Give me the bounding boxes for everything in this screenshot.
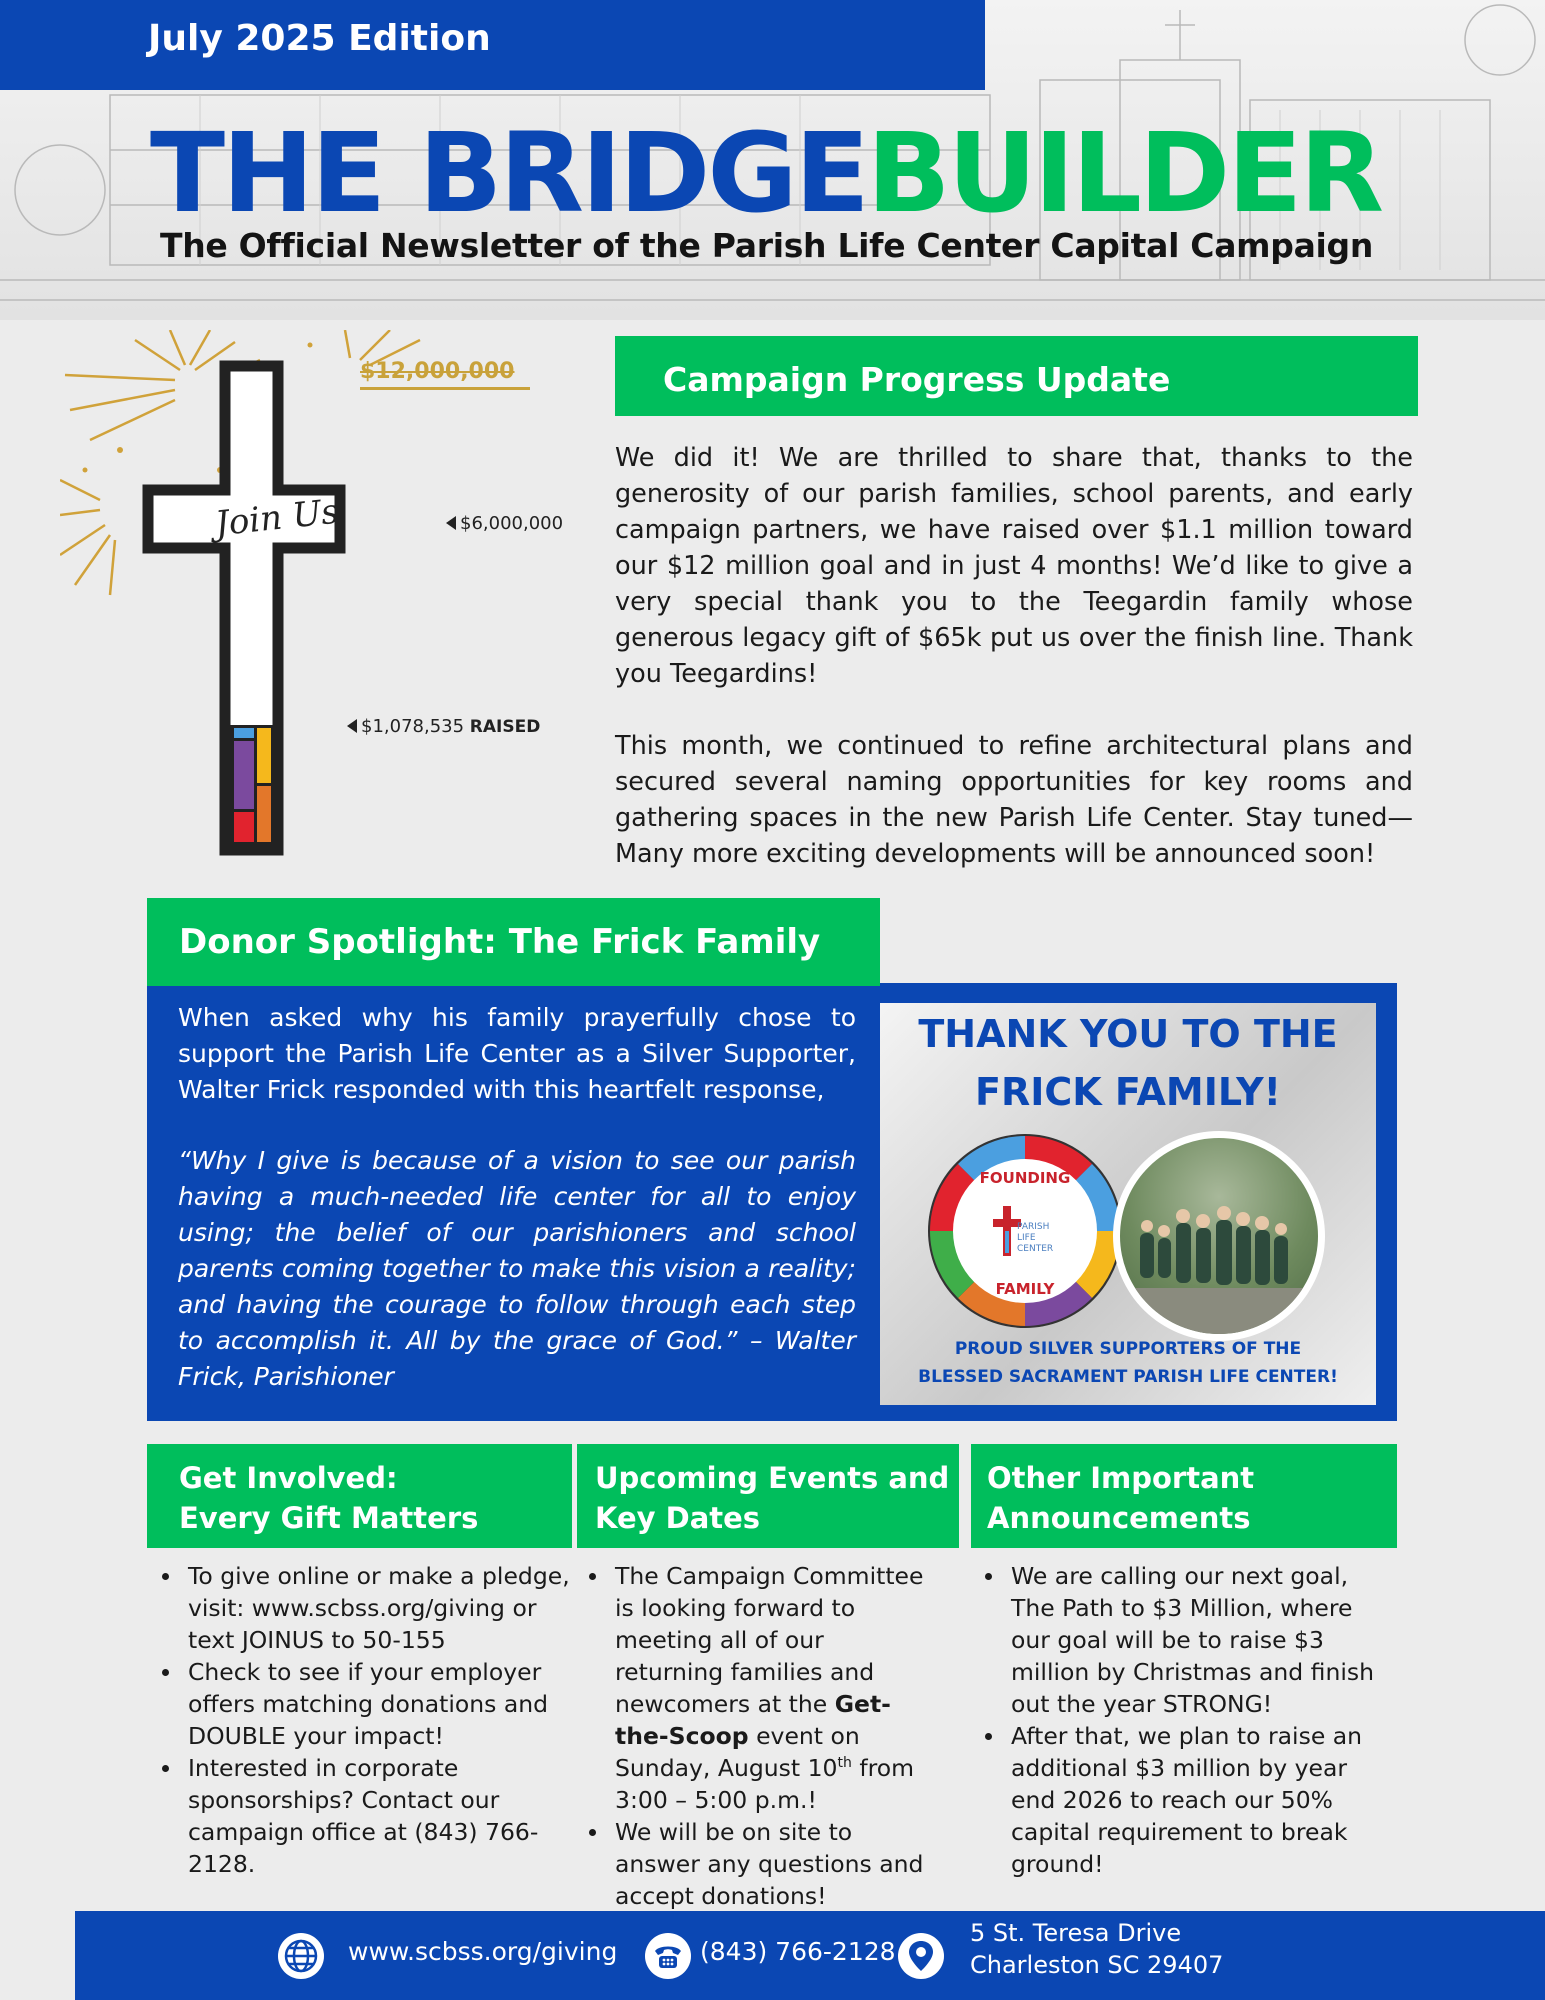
newsletter-title [150, 109, 1382, 237]
footer-address-line2: Charleston SC 29407 [970, 1951, 1224, 1979]
progress-paragraph-2: This month, we continued to refine architectural plans and secured several naming opportunities for key rooms and gathering spaces in the new Parish Life Center. Stay tuned—Many more exciting developments will be announced soon! [615, 731, 1413, 869]
events-heading-line2: Key Dates [595, 1501, 761, 1535]
spotlight-heading: Donor Spotlight: The Frick Family [147, 898, 880, 986]
announcements-list [973, 1560, 1393, 1880]
get-involved-heading [147, 1444, 572, 1548]
goal-underline [360, 387, 530, 390]
list-item [577, 1560, 937, 1816]
list-item: To give online or make a pledge, visit: www.scbss.org/giving or text JOINUS to 50-155 [150, 1560, 570, 1656]
raised-amount: $1,078,535 [361, 716, 465, 737]
midpoint-marker [446, 513, 563, 534]
event-time: from 3:00 – 5:00 p.m.! [615, 1754, 915, 1814]
badge-bottom-text: FAMILY [995, 1280, 1055, 1298]
raised-fill-stained-glass [230, 725, 273, 845]
cross-thermometer-graphic [60, 330, 580, 870]
founding-family-badge [925, 1131, 1125, 1331]
join-us-script: Join Us [213, 491, 341, 545]
badge-top-text: FOUNDING [979, 1169, 1071, 1187]
thank-you-footer-line2: BLESSED SACRAMENT PARISH LIFE CENTER! [918, 1367, 1338, 1387]
location-pin-icon [898, 1933, 944, 1979]
edition-label: July 2025 Edition [148, 18, 491, 59]
event-text-start: The Campaign Committee is looking forward to meeting all of our returning families and newcomers at the [615, 1562, 924, 1718]
footer-website[interactable]: www.scbss.org/giving [348, 1937, 618, 1966]
badge-center-line1: PARISH [1017, 1222, 1050, 1232]
get-involved-heading-line1: Get Involved: [179, 1461, 398, 1495]
footer-phone[interactable]: (843) 766-2128 [700, 1937, 896, 1966]
footer-bar [75, 1911, 1545, 2000]
midpoint-amount: $6,000,000 [460, 513, 564, 534]
events-heading [577, 1444, 959, 1548]
event-name: Get-the-Scoop [615, 1690, 891, 1750]
badge-center-line3: CENTER [1017, 1244, 1054, 1254]
ordinal-suffix: th [837, 1755, 852, 1772]
events-heading-line1: Upcoming Events and [595, 1461, 950, 1495]
list-item: We will be on site to answer any questions and accept donations! [577, 1816, 937, 1912]
raised-label: RAISED [469, 717, 541, 737]
get-involved-heading-line2: Every Gift Matters [179, 1501, 479, 1535]
list-item: Interested in corporate sponsorships? Contact our campaign office at (843) 766-2128. [150, 1752, 570, 1880]
list-item: Check to see if your employer offers matching donations and DOUBLE your impact! [150, 1656, 570, 1752]
title-part-bridge: THE BRIDGE [150, 109, 867, 237]
thank-you-footer-line1: PROUD SILVER SUPPORTERS OF THE [954, 1339, 1302, 1359]
footer-address-line1: 5 St. Teresa Drive [970, 1919, 1182, 1947]
announcements-heading [971, 1444, 1397, 1548]
title-part-builder: BUILDER [866, 109, 1382, 237]
header-hero [0, 0, 1545, 320]
thank-you-title [880, 1003, 1376, 1121]
announcements-heading-line2: Announcements [987, 1501, 1251, 1535]
pointer-left-icon [347, 719, 357, 733]
event-date: event on Sunday, August 10 [615, 1722, 860, 1782]
list-item: After that, we plan to raise an additional $3 million by year end 2026 to reach our 50% capital requirement to break ground! [973, 1720, 1393, 1880]
badge-center-line2: LIFE [1017, 1233, 1036, 1243]
thank-you-title-line2: FRICK FAMILY! [974, 1070, 1282, 1114]
pointer-left-icon [446, 516, 456, 530]
phone-icon [645, 1933, 691, 1979]
newsletter-subtitle: The Official Newsletter of the Parish Life Center Capital Campaign [160, 226, 1374, 265]
events-list [577, 1560, 937, 1912]
announcements-heading-line1: Other Important [987, 1461, 1255, 1495]
get-involved-list [150, 1560, 570, 1880]
campaign-goal-amount: $12,000,000 [360, 359, 515, 384]
list-item: We are calling our next goal, The Path to $3 Million, where our goal will be to raise $3 million by Christmas and finish out the year STRONG! [973, 1560, 1393, 1720]
globe-icon [278, 1933, 324, 1979]
spotlight-quote: “Why I give is because of a vision to see our parish having a much-needed life center for all to enjoy using; the belief of our parishioners and school parents coming together to make this vision a reality; and having the courage to follow through each step to accomplish it. All by the grace of God.” – Walter Frick, Parishioner [178, 1146, 856, 1391]
progress-heading: Campaign Progress Update [615, 336, 1418, 416]
thank-you-title-line1: THANK YOU TO THE [918, 1012, 1338, 1056]
thank-you-card [880, 1003, 1376, 1405]
progress-paragraph-1: We did it! We are thrilled to share that, thanks to the generosity of our parish families, school parents, and early campaign partners, we have raised over $1.1 million toward our $12 million goal and in just 4 months! We’d like to give a very special thank you to the Teegardin family whose generous legacy gift of $65k put us over the finish line. Thank you Teegardins! [615, 443, 1413, 689]
thank-you-footer [880, 1335, 1376, 1391]
spotlight-intro: When asked why his family prayerfully chose to support the Parish Life Center as a Silver Supporter, Walter Frick responded with this heartfelt response, [178, 1003, 856, 1104]
frick-family-photo [1113, 1131, 1325, 1341]
raised-marker [347, 716, 540, 737]
footer-address [970, 1917, 1223, 1981]
